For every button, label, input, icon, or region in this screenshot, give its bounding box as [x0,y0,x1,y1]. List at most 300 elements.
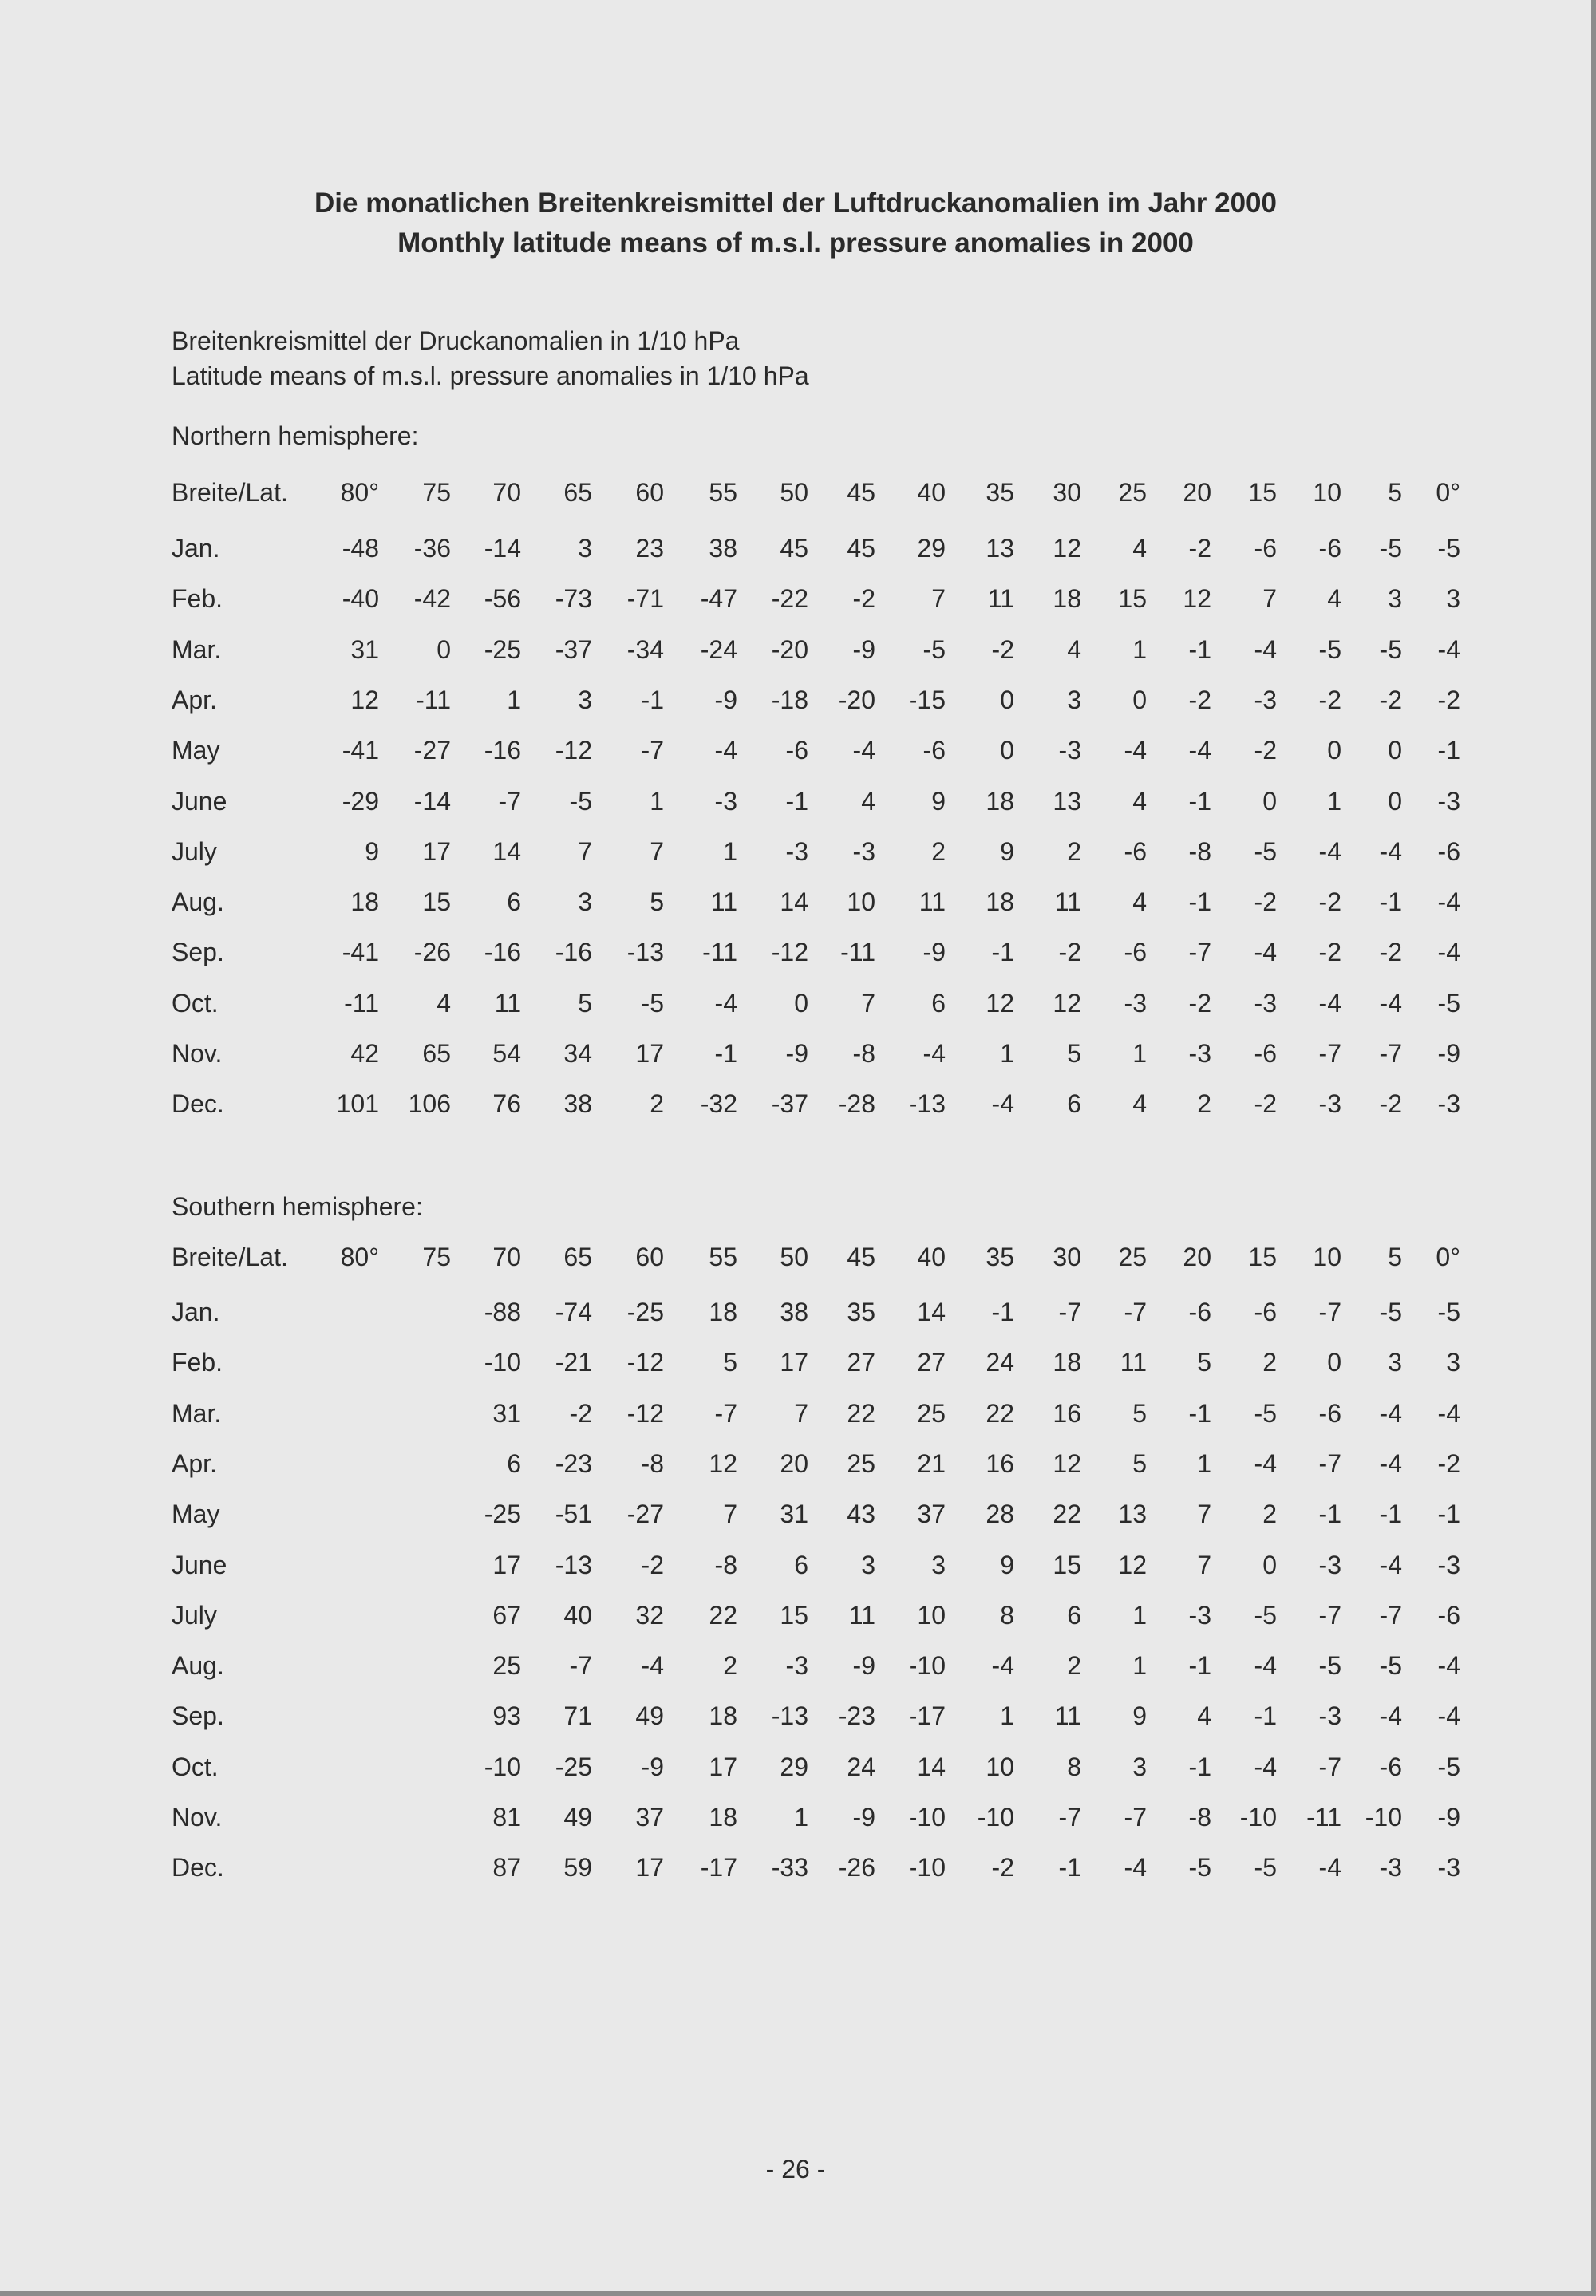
table-cell: 7 [1262,584,1277,614]
table-cell: 0 [1388,736,1402,765]
table-cell: 13 [986,534,1014,563]
table-cell: 45 [780,534,808,563]
table-cell: -4 [1379,836,1402,866]
table-cell: -22 [771,584,808,614]
table-cell: -26 [413,938,451,967]
table-cell: 7 [861,988,875,1018]
table-cell: -47 [700,584,737,614]
table-cell: -74 [555,1298,592,1326]
table-cell: 13 [1118,1500,1147,1529]
table-cell: -6 [1124,938,1147,967]
table-cell: -4 [1437,938,1460,967]
table-cell: -13 [626,938,664,967]
table-cell: 2 [1197,1089,1211,1119]
table-cell: -1 [1379,887,1402,917]
table-cell: 67 [492,1600,521,1630]
table-cell: -4 [1437,1651,1460,1681]
table-cell: 40 [563,1600,592,1630]
month-label: Dec. [172,1853,224,1883]
table-cell: -4 [1254,634,1277,664]
table-cell: 12 [1053,988,1081,1018]
table-row [0,1036,1591,1071]
table-cell: -8 [852,1039,875,1068]
table-cell: -4 [1188,736,1211,765]
table-cell: 87 [492,1853,521,1883]
table-cell: -88 [484,1298,521,1326]
table-cell: -5 [1437,1752,1460,1781]
table-cell: 7 [578,836,592,866]
table-cell: -4 [1437,1701,1460,1731]
table-cell: -27 [626,1500,664,1529]
table-cell: 22 [986,1398,1014,1428]
table-cell: -2 [1318,938,1341,967]
table-cell: -4 [852,736,875,765]
table-cell: -2 [1437,685,1460,714]
table-cell: 17 [422,836,451,866]
table-cell: 18 [986,887,1014,917]
table-cell: 18 [1053,1348,1081,1377]
table-cell: -7 [1318,1039,1341,1068]
table-cell: 45 [847,534,875,563]
table-cell: 27 [847,1348,875,1377]
latitude-header-cell: 15 [1248,1243,1277,1271]
table-cell: -2 [1254,736,1277,765]
table-cell: -4 [1318,988,1341,1018]
table-row [0,1345,1591,1380]
table-cell: 0 [1327,736,1341,765]
table-cell: 9 [365,836,379,866]
latitude-header-cell: 65 [563,478,592,507]
latitude-header-cell: 65 [563,1243,592,1271]
table-cell: 23 [635,534,664,563]
table-cell: -25 [484,634,521,664]
table-cell: -5 [1318,1651,1341,1681]
table-cell: -4 [1254,938,1277,967]
table-cell: -15 [908,685,946,714]
table-cell: -2 [1379,685,1402,714]
units-english: Latitude means of m.s.l. pressure anomalies in 1/10 hPa [172,362,809,390]
table-cell: -28 [838,1089,875,1119]
table-cell: 4 [1132,534,1147,563]
table-cell: 3 [1388,1348,1402,1377]
table-cell: 3 [1446,1348,1460,1377]
table-cell: 6 [1067,1089,1081,1119]
latitude-header-cell: 60 [635,1243,664,1271]
table-cell: 25 [492,1651,521,1681]
table-cell: -14 [413,786,451,816]
table-cell: -17 [700,1853,737,1883]
table-cell: -3 [1379,1853,1402,1883]
table-row [0,1749,1591,1784]
table-cell: 0 [1000,736,1014,765]
month-label: Mar. [172,634,222,664]
northern-hemisphere-label: Northern hemisphere: [172,421,419,450]
table-cell: 4 [437,988,451,1018]
table-cell: -4 [1124,1853,1147,1883]
table-cell: -2 [1188,988,1211,1018]
table-cell: -6 [1437,836,1460,866]
table-cell: -4 [641,1651,664,1681]
month-label: Feb. [172,1348,223,1377]
table-cell: 0 [1388,786,1402,816]
table-cell: 0 [437,634,451,664]
table-cell: -3 [1318,1089,1341,1119]
table-cell: -4 [1254,1651,1277,1681]
table-cell: -4 [1379,1701,1402,1731]
table-cell: 29 [780,1752,808,1781]
table-cell: -13 [908,1089,946,1119]
table-cell: -27 [413,736,451,765]
table-cell: -1 [1437,736,1460,765]
table-row [0,884,1591,919]
table-cell: 4 [1132,786,1147,816]
table-cell: 15 [422,887,451,917]
table-cell: 27 [917,1348,946,1377]
table-cell: -5 [1254,1600,1277,1630]
table-cell: 5 [1132,1398,1147,1428]
table-cell: -23 [555,1448,592,1478]
table-cell: -36 [413,534,451,563]
table-cell: -9 [852,634,875,664]
table-cell: 17 [780,1348,808,1377]
table-cell: 11 [1054,1701,1081,1731]
table-cell: 12 [1118,1550,1147,1579]
table-cell: 35 [847,1298,875,1326]
table-row [0,1086,1591,1121]
table-cell: 12 [1053,534,1081,563]
page-number: - 26 - [765,2155,826,2183]
latitude-header-cell: 35 [986,1243,1014,1271]
table-cell: -1 [1254,1701,1277,1731]
table-cell: -37 [771,1089,808,1119]
table-cell: 22 [709,1600,737,1630]
table-cell: 3 [1067,685,1081,714]
table-cell: -1 [991,1298,1014,1326]
month-label: Dec. [172,1089,224,1119]
table-cell: -1 [641,685,664,714]
table-cell: -5 [922,634,946,664]
table-cell: -4 [1254,1448,1277,1478]
latitude-header-cell: 35 [986,478,1014,507]
month-label: Jan. [172,534,220,563]
table-row [0,784,1591,819]
table-cell: -10 [908,1853,946,1883]
table-row [0,632,1591,667]
table-cell: 7 [1197,1550,1211,1579]
table-cell: 0 [1000,685,1014,714]
table-cell: -7 [1058,1298,1081,1326]
table-cell: 1 [1000,1039,1014,1068]
table-cell: -25 [626,1298,664,1326]
table-cell: -16 [555,938,592,967]
table-cell: -3 [1318,1550,1341,1579]
table-cell: -1 [714,1039,737,1068]
table-cell: 81 [492,1803,521,1832]
table-cell: -41 [342,736,379,765]
table-cell: -4 [1437,634,1460,664]
table-cell: 9 [1000,1550,1014,1579]
table-cell: -6 [1437,1600,1460,1630]
month-label: Nov. [172,1803,223,1832]
table-cell: 38 [563,1089,592,1119]
table-cell: -4 [1318,1853,1341,1883]
table-cell: 1 [794,1803,808,1832]
units-description [172,323,809,393]
table-cell: -4 [991,1651,1014,1681]
table-cell: -11 [702,938,737,967]
table-cell: -3 [1254,988,1277,1018]
table-cell: 18 [1053,584,1081,614]
table-cell: 6 [507,887,521,917]
table-cell: -8 [1188,1803,1211,1832]
table-cell: 21 [917,1448,946,1478]
table-row [0,1396,1591,1431]
table-cell: -12 [771,938,808,967]
table-cell: -7 [498,786,521,816]
table-cell: -3 [1188,1600,1211,1630]
table-cell: 3 [1388,584,1402,614]
units-german: Breitenkreismittel der Druckanomalien in 1/10 hPa [172,326,740,355]
month-label: July [172,836,217,866]
table-cell: 12 [350,685,379,714]
table-cell: -3 [1437,1089,1460,1119]
table-cell: -11 [840,938,875,967]
month-label: Sep. [172,938,224,967]
table-cell: 54 [492,1039,521,1068]
table-cell: -34 [626,634,664,664]
header-label: Breite/Lat. [172,478,288,507]
table-cell: -41 [342,938,379,967]
table-row [0,682,1591,717]
table-cell: 101 [336,1089,379,1119]
table-cell: 18 [709,1803,737,1832]
table-cell: 4 [1132,887,1147,917]
title-german: Die monatlichen Breitenkreismittel der Luftdruckanomalien im Jahr 2000 [314,188,1277,219]
table-cell: 1 [1132,1651,1147,1681]
table-cell: 14 [780,887,808,917]
table-cell: -48 [342,534,379,563]
table-row [0,1850,1591,1885]
table-cell: 6 [931,988,946,1018]
table-row [0,1648,1591,1683]
table-cell: 7 [650,836,664,866]
table-cell: -4 [1379,1550,1402,1579]
table-cell: 25 [917,1398,946,1428]
table-cell: 2 [650,1089,664,1119]
table-cell: -20 [838,685,875,714]
table-cell: 15 [1118,584,1147,614]
table-cell: 3 [1132,1752,1147,1781]
table-row [0,1446,1591,1481]
table-cell: -2 [1058,938,1081,967]
table-cell: 0 [1262,1550,1277,1579]
table-cell: 42 [350,1039,379,1068]
table-cell: 24 [986,1348,1014,1377]
table-row [0,1496,1591,1531]
table-cell: 0 [1262,786,1277,816]
table-cell: -12 [626,1398,664,1428]
latitude-header-cell: 20 [1183,1243,1211,1271]
table-cell: -1 [991,938,1014,967]
table-cell: 11 [494,988,521,1018]
table-cell: -6 [1124,836,1147,866]
table-cell: -7 [714,1398,737,1428]
table-cell: 5 [1197,1348,1211,1377]
table-cell: 1 [507,685,521,714]
table-cell: -5 [1379,534,1402,563]
table-cell: -2 [1318,887,1341,917]
table-cell: 38 [709,534,737,563]
month-label: Feb. [172,584,223,614]
table-cell: -1 [785,786,808,816]
table-cell: -3 [1058,736,1081,765]
table-cell: -5 [1254,836,1277,866]
table-cell: -29 [342,786,379,816]
table-cell: -1 [1188,634,1211,664]
table-cell: -7 [1124,1298,1147,1326]
table-cell: -12 [555,736,592,765]
table-cell: 65 [422,1039,451,1068]
table-cell: -9 [641,1752,664,1781]
table-cell: -5 [1188,1853,1211,1883]
table-cell: -4 [922,1039,946,1068]
latitude-header-cell: 10 [1313,1243,1341,1271]
month-label: Sep. [172,1701,224,1731]
table-cell: -7 [1058,1803,1081,1832]
month-label: Oct. [172,1752,219,1781]
latitude-header-cell: 60 [635,478,664,507]
title-english: Monthly latitude means of m.s.l. pressure anomalies in 2000 [397,227,1194,259]
table-cell: -5 [1254,1853,1277,1883]
table-cell: -1 [1188,887,1211,917]
table-cell: 29 [917,534,946,563]
table-cell: -6 [1318,534,1341,563]
table-cell: 2 [1067,836,1081,866]
latitude-header-cell: 10 [1313,478,1341,507]
table-cell: -10 [908,1803,946,1832]
table-header-row [0,475,1591,510]
table-cell: 18 [350,887,379,917]
table-cell: 93 [492,1701,521,1731]
table-cell: 25 [847,1448,875,1478]
table-cell: -4 [1254,1752,1277,1781]
table-cell: 12 [709,1448,737,1478]
latitude-header-cell: 20 [1183,478,1211,507]
table-cell: -2 [1254,887,1277,917]
table-cell: 3 [578,887,592,917]
table-cell: -9 [714,685,737,714]
month-label: Jan. [172,1298,220,1326]
table-cell: -7 [569,1651,592,1681]
table-cell: -5 [1254,1398,1277,1428]
month-label: Apr. [172,685,217,714]
table-cell: -1 [1437,1500,1460,1529]
table-cell: 38 [780,1298,808,1326]
latitude-header-cell: 0° [1436,478,1460,507]
table-cell: -7 [1318,1298,1341,1326]
table-cell: -6 [1254,1039,1277,1068]
table-cell: -4 [1318,836,1341,866]
table-cell: -2 [991,1853,1014,1883]
table-cell: 4 [861,786,875,816]
table-cell: -40 [342,584,379,614]
table-cell: -4 [991,1089,1014,1119]
table-cell: -26 [838,1853,875,1883]
table-cell: 17 [709,1752,737,1781]
table-cell: -5 [1437,534,1460,563]
table-cell: -2 [641,1550,664,1579]
table-cell: 2 [723,1651,737,1681]
table-cell: 0 [1132,685,1147,714]
table-cell: 32 [635,1600,664,1630]
table-cell: -8 [714,1550,737,1579]
table-cell: 4 [1327,584,1341,614]
table-cell: 1 [723,836,737,866]
table-cell: 8 [1000,1600,1014,1630]
table-cell: -11 [1306,1803,1341,1832]
title-block [0,184,1591,263]
table-cell: -6 [1254,1298,1277,1326]
table-cell: -21 [555,1348,592,1377]
table-cell: 14 [917,1752,946,1781]
table-cell: -10 [977,1803,1014,1832]
table-cell: -5 [1379,634,1402,664]
table-header-row [0,1239,1591,1274]
table-cell: 11 [710,887,737,917]
table-cell: 2 [1262,1500,1277,1529]
table-cell: 9 [931,786,946,816]
table-cell: -7 [1379,1039,1402,1068]
latitude-header-cell: 40 [917,1243,946,1271]
table-cell: 31 [780,1500,808,1529]
table-cell: 12 [1053,1448,1081,1478]
table-cell: 5 [578,988,592,1018]
table-cell: 12 [986,988,1014,1018]
table-cell: 1 [1132,634,1147,664]
table-cell: -2 [852,584,875,614]
table-cell: 3 [578,534,592,563]
table-cell: -6 [1188,1298,1211,1326]
table-cell: -8 [641,1448,664,1478]
table-cell: -9 [922,938,946,967]
table-cell: 14 [917,1298,946,1326]
table-cell: 8 [1067,1752,1081,1781]
table-cell: -3 [1188,1039,1211,1068]
table-cell: -32 [700,1089,737,1119]
table-cell: -2 [1254,1089,1277,1119]
table-cell: -9 [852,1651,875,1681]
table-cell: -16 [484,736,521,765]
table-cell: 28 [986,1500,1014,1529]
table-cell: 6 [1067,1600,1081,1630]
table-cell: 3 [1446,584,1460,614]
table-cell: -73 [555,584,592,614]
table-cell: 7 [794,1398,808,1428]
latitude-header-cell: 5 [1388,1243,1402,1271]
latitude-header-cell: 30 [1053,1243,1081,1271]
table-cell: 16 [986,1448,1014,1478]
table-cell: -4 [1437,1398,1460,1428]
table-cell: -1 [1058,1853,1081,1883]
latitude-header-cell: 55 [709,1243,737,1271]
table-cell: -11 [416,685,451,714]
table-cell: 59 [563,1853,592,1883]
table-cell: 15 [1053,1550,1081,1579]
month-label: Aug. [172,887,224,917]
latitude-header-cell: 80° [340,1243,379,1271]
table-cell: 76 [492,1089,521,1119]
latitude-header-cell: 45 [847,478,875,507]
